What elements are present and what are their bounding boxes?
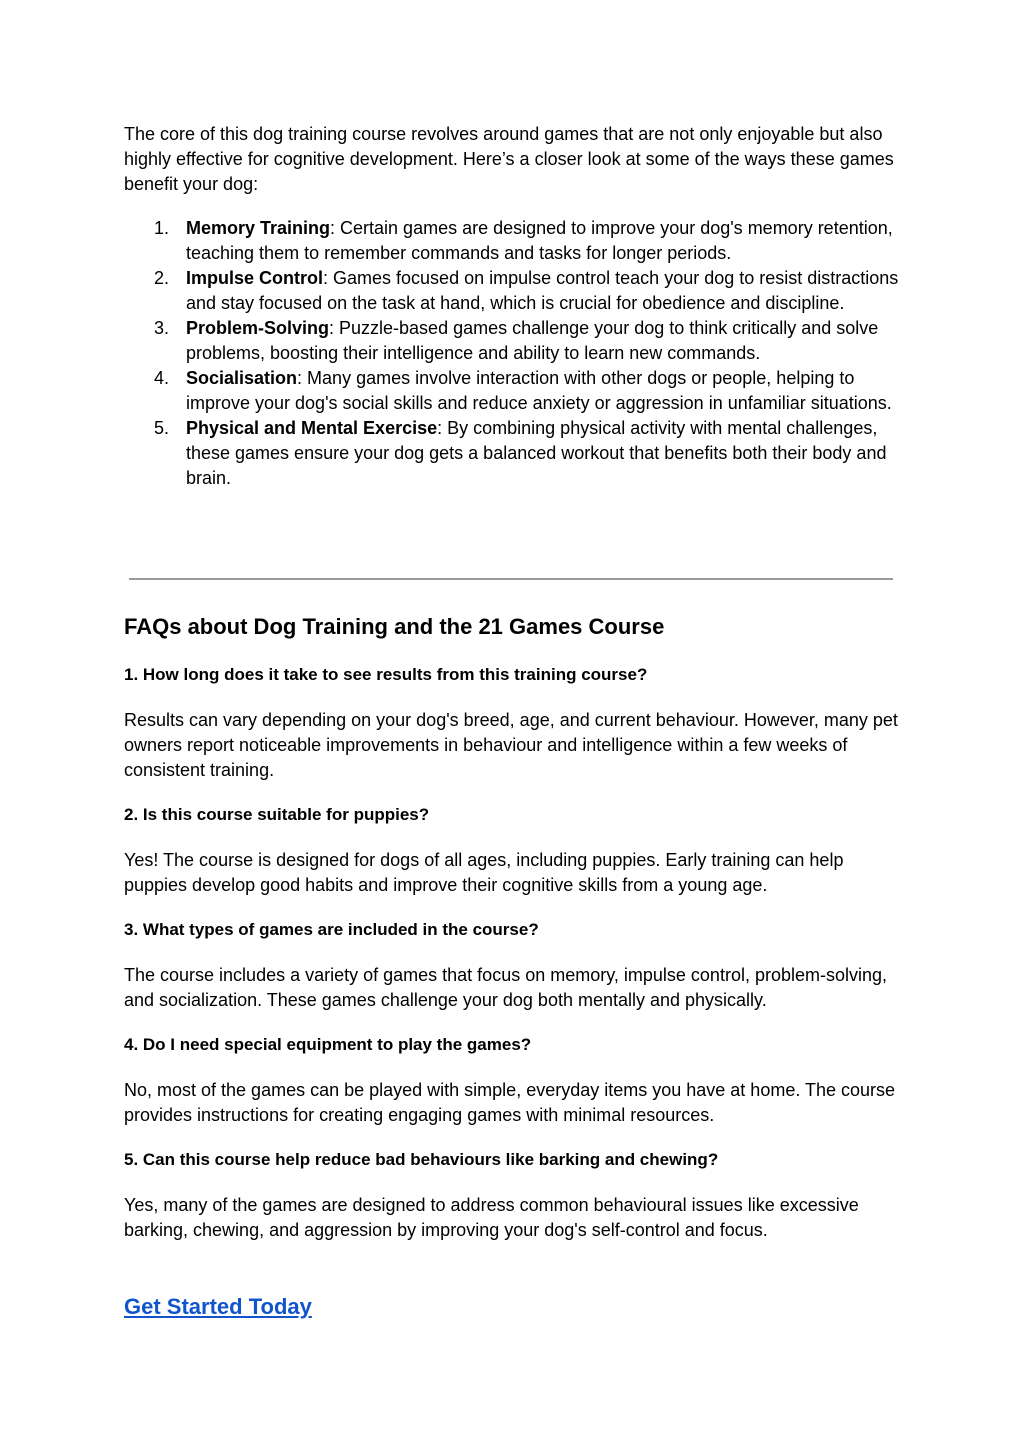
list-item (124, 266, 904, 316)
faq-answer: Yes! The course is designed for dogs of all ages, including puppies. Early training can help puppies develop good habits and improve their cognitive skills from a young age. (124, 850, 844, 895)
faq-question: 2. Is this course suitable for puppies? (124, 805, 430, 824)
list-item-term: Socialisation (186, 368, 298, 388)
intro-paragraph: The core of this dog training course revolves around games that are not only enjoyable but also highly effective for cognitive development. Here’s a closer look at some of the ways these games benefit your dog: (124, 124, 894, 194)
list-item-number: 5. (154, 418, 170, 438)
faq-section (124, 612, 904, 1243)
get-started-link[interactable]: Get Started Today (124, 1294, 312, 1319)
list-item (124, 366, 904, 416)
faq-answer: The course includes a variety of games that focus on memory, impulse control, problem-solving, and socialization. These games challenge your dog both mentally and physically. (124, 965, 888, 1010)
list-item-text: : Puzzle-based games challenge your dog to think critically and solve problems, boosting their intelligence and ability to learn new commands. (186, 318, 879, 363)
faq-heading: FAQs about Dog Training and the 21 Games Course (124, 614, 665, 639)
intro-section (124, 122, 904, 491)
faq-answer: No, most of the games can be played with simple, everyday items you have at home. The course provides instructions for creating engaging games with minimal resources. (124, 1080, 896, 1125)
list-item-number: 2. (154, 268, 170, 288)
list-item-term: Memory Training (186, 218, 331, 238)
list-item-text: : Games focused on impulse control teach your dog to resist distractions and stay focused on the task at hand, which is crucial for obedience and discipline. (186, 268, 899, 313)
faq-answer: Yes, many of the games are designed to address common behavioural issues like excessive barking, chewing, and aggression by improving your dog's self-control and focus. (124, 1195, 859, 1240)
list-item-number: 1. (154, 218, 170, 238)
benefits-list (124, 216, 904, 491)
horizontal-divider (129, 578, 893, 580)
list-item-text: : By combining physical activity with mental challenges, these games ensure your dog gets a balanced workout that benefits both their body and brain. (186, 418, 887, 488)
faq-answer: Results can vary depending on your dog's breed, age, and current behaviour. However, many pet owners report noticeable improvements in behaviour and intelligence within a few weeks of consistent training. (124, 710, 898, 780)
list-item (124, 316, 904, 366)
faq-question: 4. Do I need special equipment to play the games? (124, 1035, 532, 1054)
list-item-number: 3. (154, 318, 170, 338)
faq-question: 5. Can this course help reduce bad behaviours like barking and chewing? (124, 1150, 719, 1169)
list-item (124, 416, 904, 491)
list-item-term: Physical and Mental Exercise (186, 418, 438, 438)
faq-question: 1. How long does it take to see results from this training course? (124, 665, 648, 684)
list-item-text: : Many games involve interaction with other dogs or people, helping to improve your dog's social skills and reduce anxiety or aggression in unfamiliar situations. (186, 368, 892, 413)
faq-question: 3. What types of games are included in the course? (124, 920, 539, 939)
list-item-term: Impulse Control (186, 268, 324, 288)
list-item-number: 4. (154, 368, 170, 388)
list-item (124, 216, 904, 266)
list-item-term: Problem-Solving (186, 318, 330, 338)
list-item-text: : Certain games are designed to improve your dog's memory retention, teaching them to remember commands and tasks for longer periods. (186, 218, 893, 263)
